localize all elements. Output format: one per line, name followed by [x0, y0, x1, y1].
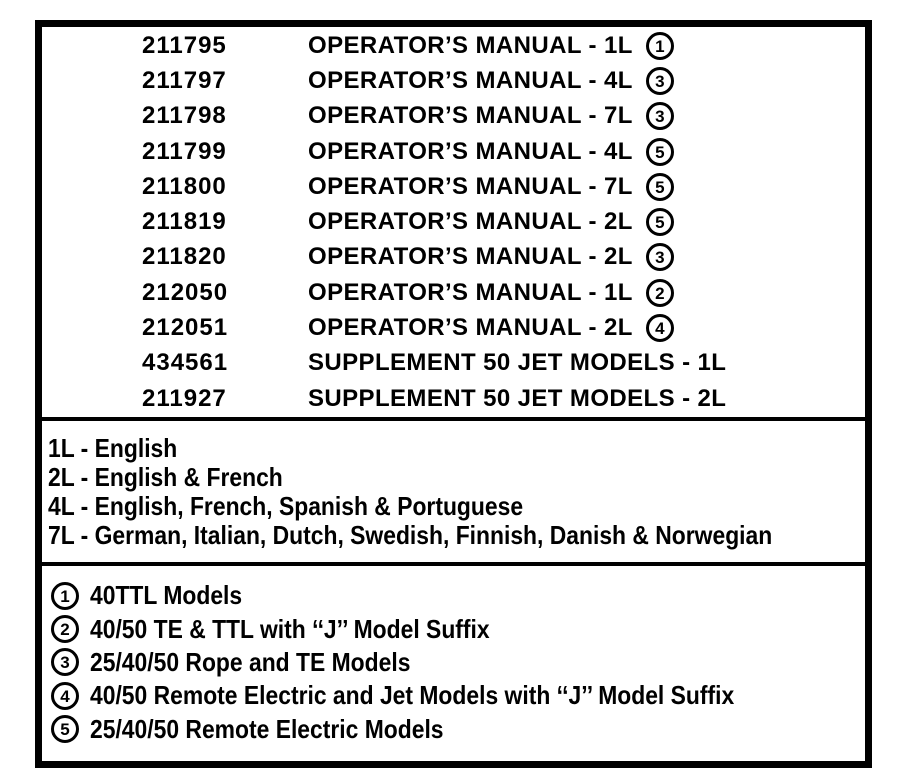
note-circle-icon: 5: [51, 715, 79, 743]
note-circle-icon: 2: [51, 615, 79, 643]
part-number: 211799: [142, 137, 227, 165]
table-row: [42, 346, 865, 381]
note-circle-icon: 4: [51, 682, 79, 710]
language-key-item: 1L - English: [48, 433, 178, 463]
document-frame: [35, 20, 872, 768]
model-note-text: 40/50 TE & TTL with ‘‘J’’ Model Suffix: [90, 613, 490, 644]
part-number: 211819: [142, 208, 227, 236]
part-description: OPERATOR’S MANUAL - 1L: [308, 31, 633, 59]
language-key-item: 4L - English, French, Spanish & Portuguese: [48, 491, 524, 521]
part-description-group: [308, 102, 674, 130]
note-circle-icon: 1: [51, 582, 79, 610]
part-description-group: [308, 138, 674, 166]
language-key: [42, 421, 865, 562]
part-description-group: [308, 32, 674, 60]
table-row: [42, 99, 865, 134]
table-row: [42, 310, 865, 345]
note-circle-icon: 5: [646, 138, 674, 166]
language-key-item: 2L - English & French: [48, 462, 283, 492]
part-description-group: [308, 385, 726, 413]
table-row: [42, 63, 865, 98]
table-row: [42, 240, 865, 275]
part-description-group: [308, 173, 674, 201]
part-description: SUPPLEMENT 50 JET MODELS - 1L: [308, 349, 727, 377]
table-row: [42, 28, 865, 63]
model-note-row: [51, 579, 865, 612]
part-description-group: [308, 67, 674, 95]
note-circle-icon: 4: [646, 314, 674, 342]
language-key-item: 7L - German, Italian, Dutch, Swedish, Finnish, Danish & Norwegian: [48, 520, 773, 550]
table-row: [42, 169, 865, 204]
part-description: OPERATOR’S MANUAL - 2L: [308, 208, 633, 236]
table-row: [42, 275, 865, 310]
part-description: SUPPLEMENT 50 JET MODELS - 2L: [308, 384, 727, 412]
note-circle-icon: 3: [646, 67, 674, 95]
part-description: OPERATOR’S MANUAL - 1L: [308, 278, 633, 306]
table-row: [42, 381, 865, 416]
model-note-row: [51, 713, 865, 746]
table-row: [42, 134, 865, 169]
part-number: 211797: [142, 66, 227, 94]
part-description-group: [308, 314, 674, 342]
model-note-text: 25/40/50 Rope and TE Models: [90, 646, 411, 677]
table-row: [42, 204, 865, 239]
part-number: 212051: [142, 314, 229, 342]
part-description: OPERATOR’S MANUAL - 7L: [308, 172, 633, 200]
note-circle-icon: 2: [646, 279, 674, 307]
note-circle-icon: 1: [646, 32, 674, 60]
note-circle-icon: 3: [51, 648, 79, 676]
model-note-text: 25/40/50 Remote Electric Models: [90, 713, 444, 744]
part-description-group: [308, 243, 674, 271]
model-notes: [42, 566, 865, 746]
part-number: 212050: [142, 278, 229, 306]
part-number: 211820: [142, 243, 227, 271]
note-circle-icon: 3: [646, 243, 674, 271]
part-number: 211798: [142, 102, 227, 130]
model-note-row: [51, 679, 865, 712]
model-note-text: 40TTL Models: [90, 580, 243, 611]
part-number: 211927: [142, 384, 227, 412]
part-description: OPERATOR’S MANUAL - 4L: [308, 137, 633, 165]
part-description-group: [308, 279, 674, 307]
part-description: OPERATOR’S MANUAL - 4L: [308, 66, 633, 94]
part-description: OPERATOR’S MANUAL - 2L: [308, 314, 633, 342]
part-number: 211800: [142, 172, 227, 200]
part-number: 211795: [142, 31, 227, 59]
parts-table: [42, 27, 865, 417]
note-circle-icon: 3: [646, 102, 674, 130]
note-circle-icon: 5: [646, 173, 674, 201]
part-description-group: [308, 208, 674, 236]
part-number: 434561: [142, 349, 229, 377]
part-description: OPERATOR’S MANUAL - 7L: [308, 102, 633, 130]
part-description-group: [308, 349, 726, 377]
note-circle-icon: 5: [646, 208, 674, 236]
part-description: OPERATOR’S MANUAL - 2L: [308, 243, 633, 271]
model-note-row: [51, 646, 865, 679]
model-note-row: [51, 612, 865, 645]
model-note-text: 40/50 Remote Electric and Jet Models with ‘‘J’’ Model Suffix: [90, 680, 735, 711]
